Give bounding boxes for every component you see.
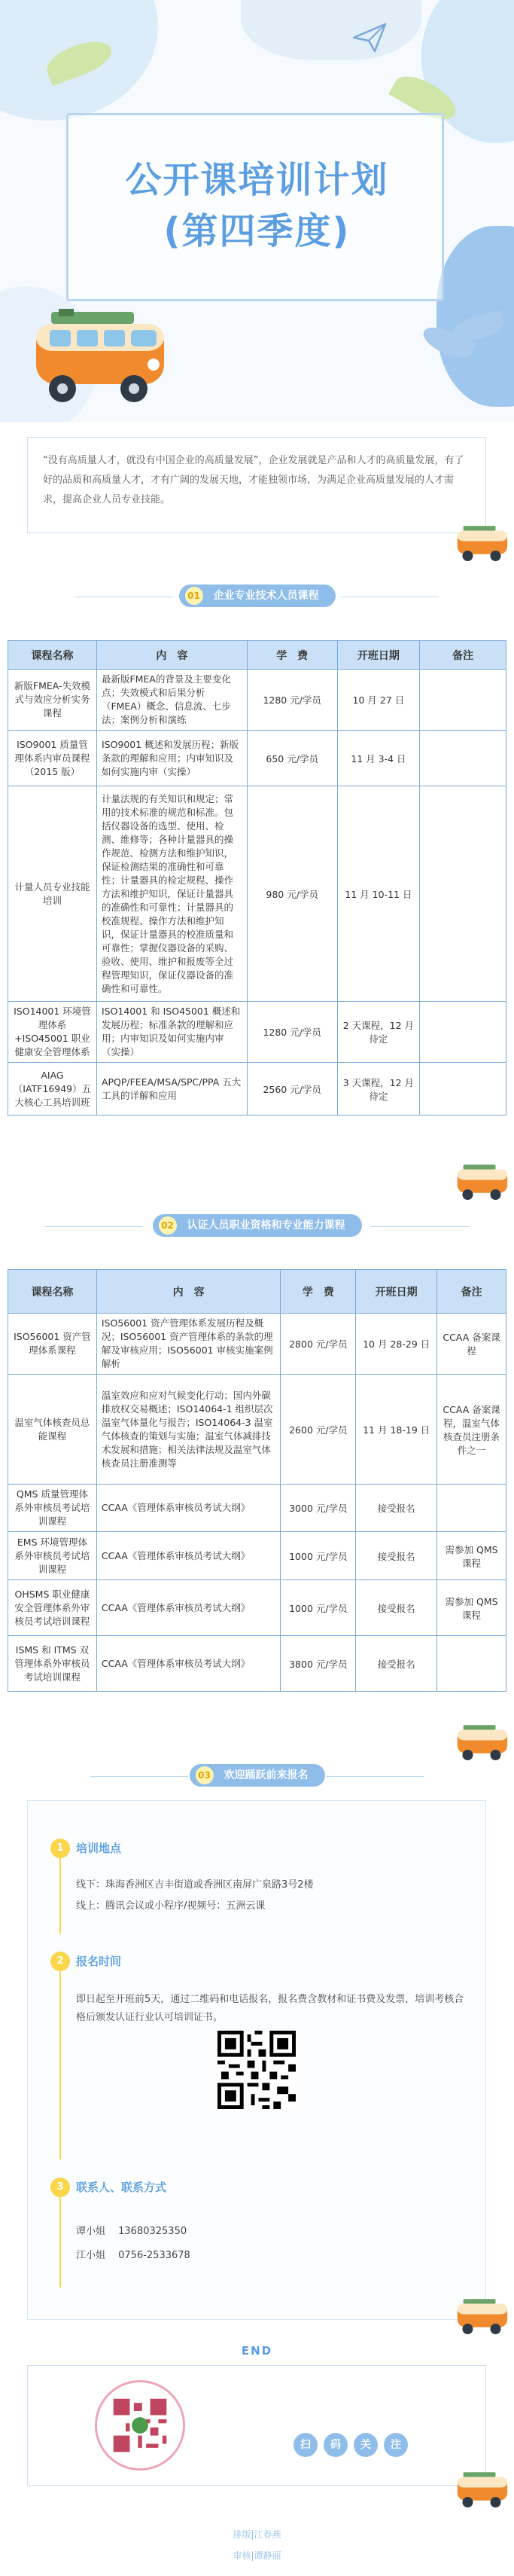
van-icon xyxy=(452,1723,510,1766)
course-date: 10 月 27 日 xyxy=(337,670,420,731)
table-row xyxy=(8,1532,506,1580)
course-date: 接受报名 xyxy=(356,1580,437,1636)
course-fee: 2800 元/学员 xyxy=(281,1314,356,1375)
course-note xyxy=(420,731,506,786)
course-content: ISO9001 概述和发展历程；新版条款的理解和应用；内审知识及如何实施内审（实操） xyxy=(96,731,247,786)
col-header: 开班日期 xyxy=(356,1270,437,1314)
divider xyxy=(326,1776,424,1777)
decor-blob xyxy=(241,0,421,60)
credit-review: 审核|谭静丽 xyxy=(233,2550,281,2561)
section-number: 01 xyxy=(185,587,203,605)
table-row xyxy=(8,1314,506,1375)
col-header: 备注 xyxy=(420,641,506,670)
course-date: 2 天课程，12 月待定 xyxy=(337,1002,420,1063)
course-content: ISO56001 资产管理体系发展历程及概况；ISO56001 资产管理体系的条款的理解及审核应用；ISO56001 审核实施案例解析 xyxy=(96,1314,281,1375)
course-note xyxy=(420,1063,506,1116)
qr-pattern xyxy=(97,2382,183,2468)
course-fee: 1280 元/学员 xyxy=(247,1002,337,1063)
course-content: CCAA《管理体系审核员考试大纲》 xyxy=(96,1580,281,1636)
section-number: 02 xyxy=(159,1216,177,1235)
course-note: CCAA 备案课程，温室气体核查员注册条件之一 xyxy=(437,1375,506,1485)
table-row xyxy=(8,1063,506,1116)
course-fee: 980 元/学员 xyxy=(247,786,337,1002)
course-date: 11 月 10-11 日 xyxy=(337,786,420,1002)
section-title-pill xyxy=(179,584,336,607)
course-content: CCAA《管理体系审核员考试大纲》 xyxy=(96,1485,281,1532)
end-label: END xyxy=(241,2344,273,2358)
course-note: 需参加 QMS 课程 xyxy=(437,1580,506,1636)
hero-banner xyxy=(0,0,514,422)
divider xyxy=(90,1776,188,1777)
table-row xyxy=(8,670,506,731)
step-title: 报名时间 xyxy=(76,1955,122,1968)
course-date: 接受报名 xyxy=(356,1532,437,1580)
wechat-qr-code[interactable] xyxy=(95,2380,185,2471)
section-title: 欢迎踊跃前来报名 xyxy=(224,1769,309,1781)
follow-char: 扫 xyxy=(293,2433,318,2457)
divider xyxy=(45,1226,143,1227)
course-fee: 1280 元/学员 xyxy=(247,670,337,731)
follow-char: 注 xyxy=(384,2433,408,2457)
section-title-pill xyxy=(190,1764,325,1787)
course-name: AIAG（IATF16949）五大核心工具培训班 xyxy=(8,1063,97,1116)
course-note xyxy=(437,1636,506,1692)
van-icon xyxy=(452,2297,510,2339)
section-header xyxy=(0,1214,514,1240)
course-content: APQP/FEEA/MSA/SPC/PPA 五大工具的详解和应用 xyxy=(96,1063,247,1116)
page-title: 公开课培训计划 xyxy=(125,159,389,201)
follow-char: 码 xyxy=(324,2433,348,2457)
col-header: 内 容 xyxy=(96,641,247,670)
course-content: 温室效应和应对气候变化行动；国内外碳排放权交易概述；ISO14064-1 组织层次温室气体量化与报告；ISO14064-3 温室气体核查的策划与实施；温室气体减排技术发展和措施；相关法律法规及温室气体核查员注册准测等 xyxy=(96,1375,281,1485)
reg-item-location xyxy=(50,1839,472,1937)
step-text: 线下：珠海香洲区吉丰街道或香洲区南屏广泉路3号2楼 xyxy=(76,1879,314,1891)
section-title-pill xyxy=(153,1214,362,1237)
col-header: 课程名称 xyxy=(8,1270,97,1314)
table-row xyxy=(8,786,506,1002)
course-note xyxy=(420,670,506,731)
table-row xyxy=(8,1375,506,1485)
step-title: 联系人、联系方式 xyxy=(76,2181,167,2194)
section-header xyxy=(0,1764,514,1790)
course-note: CCAA 备案课程 xyxy=(437,1314,506,1375)
course-content: CCAA《管理体系审核员考试大纲》 xyxy=(96,1636,281,1692)
course-fee: 1000 元/学员 xyxy=(281,1580,356,1636)
van-icon xyxy=(21,309,172,414)
course-note: 需参加 QMS 课程 xyxy=(437,1532,506,1580)
van-icon xyxy=(452,1163,510,1205)
col-header: 备注 xyxy=(437,1270,506,1314)
course-name: ISMS 和 ITMS 双管理体系外审核员考试培训课程 xyxy=(8,1636,97,1692)
course-note xyxy=(420,1002,506,1063)
course-date: 接受报名 xyxy=(356,1636,437,1692)
van-icon xyxy=(452,2471,510,2513)
course-table-1 xyxy=(8,640,506,1116)
table-row xyxy=(8,731,506,786)
follow-badges xyxy=(293,2433,408,2457)
step-number: 1 xyxy=(50,1839,70,1858)
course-date: 10 月 28-29 日 xyxy=(356,1314,437,1375)
contact-line: 江小姐 0756-2533678 xyxy=(76,2250,190,2261)
course-note xyxy=(420,786,506,1002)
course-table-2 xyxy=(8,1269,506,1692)
section-number: 03 xyxy=(196,1766,214,1784)
course-fee: 650 元/学员 xyxy=(247,731,337,786)
course-content: CCAA《管理体系审核员考试大纲》 xyxy=(96,1532,281,1580)
course-name: 新版FMEA-失效模式与效应分析实务课程 xyxy=(8,670,97,731)
step-text: 即日起至开班前5天，通过二维码和电话报名，报名费含教材和证书费及发票，培训考核合格后颁发认证行业认可培训证书。 xyxy=(76,1994,464,2023)
divider xyxy=(59,1858,61,1934)
section-title: 认证人员职业资格和专业能力课程 xyxy=(187,1219,345,1232)
table-row xyxy=(8,1002,506,1063)
registration-card xyxy=(27,1800,486,2320)
course-content: 最新版FMEA的背景及主要变化点；失效模式和后果分析（FMEA）概念、信息流、七步法；案例分析和演练 xyxy=(96,670,247,731)
contact-line: 谭小姐 13680325350 xyxy=(76,2226,187,2237)
col-header: 课程名称 xyxy=(8,641,97,670)
course-fee: 3800 元/学员 xyxy=(281,1636,356,1692)
course-name: OHSMS 职业健康安全管理体系外审核员考试培训课程 xyxy=(8,1580,97,1636)
course-content: ISO14001 和 ISO45001 概述和发展历程；标准条款的理解和应用；内审知识及如何实施内审（实操） xyxy=(96,1002,247,1063)
paper-plane-icon xyxy=(352,23,387,53)
section-title: 企业专业技术人员课程 xyxy=(213,590,319,602)
qr-code xyxy=(217,2031,296,2109)
col-header: 内 容 xyxy=(96,1270,281,1314)
course-name: EMS 环境管理体系外审核员考试培训课程 xyxy=(8,1532,97,1580)
course-name: ISO56001 资产管理体系课程 xyxy=(8,1314,97,1375)
section-header xyxy=(0,584,514,610)
course-name: 计量人员专业技能培训 xyxy=(8,786,97,1002)
course-date: 11 月 3-4 日 xyxy=(337,731,420,786)
table-row xyxy=(8,1636,506,1692)
course-fee: 2600 元/学员 xyxy=(281,1375,356,1485)
course-name: 温室气体核查员总能课程 xyxy=(8,1375,97,1485)
divider xyxy=(371,1226,469,1227)
course-date: 11 月 18-19 日 xyxy=(356,1375,437,1485)
intro-paragraph: “没有高质量人才，就没有中国企业的高质量发展”，企业发展就是产品和人才的高质量发展，有了好的品质和高质量人才，才有广阔的发展天地，才能独领市场，为满足企业高质量发展的人才需求，提高企业人员专业技能。 xyxy=(27,437,486,533)
step-number: 3 xyxy=(50,2178,70,2197)
reg-item-contact xyxy=(50,2178,472,2298)
step-title: 培训地点 xyxy=(76,1842,122,1855)
course-date: 接受报名 xyxy=(356,1485,437,1532)
table-row xyxy=(8,1580,506,1636)
table-row xyxy=(8,1485,506,1532)
page-subtitle: (第四季度) xyxy=(163,210,351,252)
course-fee: 3000 元/学员 xyxy=(281,1485,356,1532)
col-header: 学 费 xyxy=(247,641,337,670)
col-header: 学 费 xyxy=(281,1270,356,1314)
course-fee: 1000 元/学员 xyxy=(281,1532,356,1580)
course-name: ISO14001 环境管理体系+ISO45001 职业健康安全管理体系 xyxy=(8,1002,97,1063)
divider xyxy=(59,2197,61,2288)
van-icon xyxy=(452,524,510,566)
step-text: 线上：腾讯会议或小程序/视频号：五洲云课 xyxy=(76,1900,266,1912)
col-header: 开班日期 xyxy=(337,641,420,670)
divider xyxy=(59,1971,61,2159)
course-name: ISO9001 质量管理体系内审员课程（2015 版） xyxy=(8,731,97,786)
step-number: 2 xyxy=(50,1952,70,1971)
course-content: 计量法规的有关知识和规定；常用的技术标准的规范和标准。包括仪器设备的选型、使用、检测、维修等；各种计量器具的操作规范、检测方法和维护知识，保证检测结果的准确性和可靠性；计量器具的检定规程、操作方法和维护知识，保证计量器具的准确性和可靠性；计量器具的校准规程、操作方法和维护知识，保证计量器具的校准质量和可靠性；掌握仪器设备的采购、验收、使用、维护和报废等全过程管理知识，保证仪器设备的准确性和可靠性。 xyxy=(96,786,247,1002)
follow-char: 关 xyxy=(354,2433,378,2457)
course-name: QMS 质量管理体系外审核员考试培训课程 xyxy=(8,1485,97,1532)
credit-editor: 排版|江春燕 xyxy=(233,2529,281,2540)
course-date: 3 天课程，12 月待定 xyxy=(337,1063,420,1116)
course-note xyxy=(437,1485,506,1532)
course-fee: 2560 元/学员 xyxy=(247,1063,337,1116)
